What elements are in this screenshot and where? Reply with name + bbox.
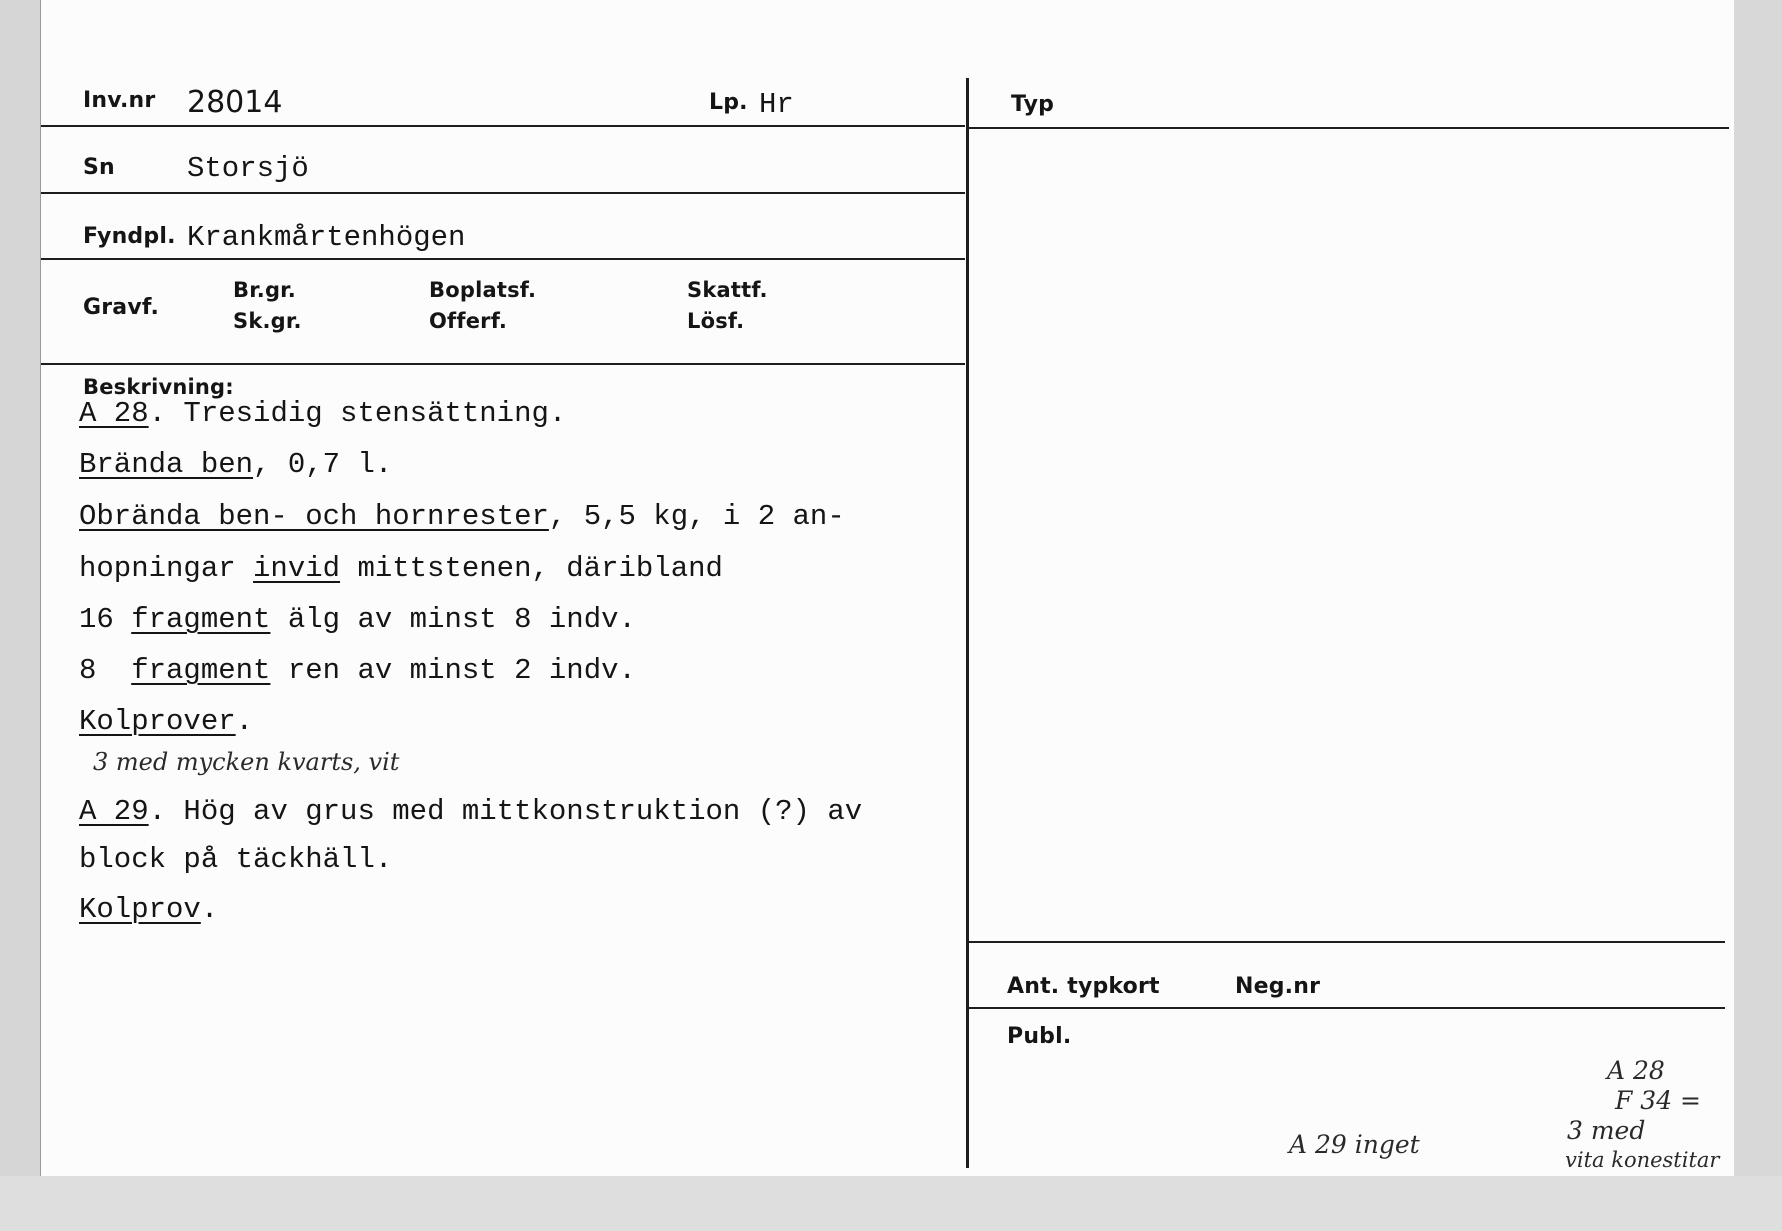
- ant-typkort-label: Ant. typkort: [1007, 974, 1160, 999]
- gravf-label: Gravf.: [83, 295, 160, 320]
- sn-label: Sn: [83, 155, 115, 180]
- fyndpl-label: Fyndpl.: [83, 224, 176, 249]
- inv-nr-value: 28014: [187, 85, 283, 120]
- desc-8: 8: [79, 654, 132, 687]
- boplatsf-label: Boplatsf.: [429, 278, 537, 302]
- rule-fyndpl: [41, 258, 965, 260]
- desc-line-9: [79, 843, 392, 877]
- desc-line-1: [79, 397, 566, 431]
- scan-edge-right: [1734, 0, 1782, 1231]
- desc-line-7: [79, 705, 253, 739]
- lp-label: Lp.: [709, 90, 748, 115]
- desc-kolprover-dot: .: [235, 705, 254, 738]
- inv-nr-label: Inv.nr: [83, 88, 156, 113]
- catalog-card: [40, 0, 1735, 1177]
- desc-kolprov: Kolprov: [79, 893, 201, 926]
- desc-alg-text: älg av minst 8 indv.: [270, 603, 636, 636]
- desc-ren-text: ren av minst 2 indv.: [270, 654, 636, 687]
- rule-ant-top: [969, 941, 1725, 943]
- desc-16: 16: [79, 603, 132, 636]
- margin-note-a29: A 29 inget: [1289, 1130, 1420, 1159]
- rule-sn: [41, 192, 965, 194]
- desc-fragment-alg: fragment: [131, 603, 271, 636]
- typ-label: Typ: [1011, 92, 1055, 117]
- rule-typ: [969, 127, 1729, 129]
- publ-label: Publ.: [1007, 1024, 1072, 1049]
- desc-kolprov-dot: .: [200, 893, 219, 926]
- desc-fragment-ren: fragment: [131, 654, 271, 687]
- skattf-label: Skattf.: [687, 278, 768, 302]
- desc-mittstenen: mittstenen, däribland: [340, 552, 723, 585]
- neg-nr-label: Neg.nr: [1235, 974, 1321, 999]
- margin-note-vita: vita konestitar: [1565, 1148, 1720, 1172]
- offerf-label: Offerf.: [429, 309, 508, 333]
- scan-edge-bottom: [0, 1176, 1782, 1231]
- desc-a28-text: . Tresidig stensättning.: [148, 397, 567, 430]
- desc-a29: A 29: [79, 795, 149, 828]
- desc-branda-ben: Brända ben: [79, 448, 254, 481]
- margin-note-a28: A 28: [1607, 1056, 1665, 1085]
- desc-hopningar: hopningar: [79, 552, 254, 585]
- desc-line-2: [79, 448, 392, 482]
- rule-gravf: [41, 363, 965, 365]
- desc-obranda: Obrända ben- och hornrester: [79, 500, 549, 533]
- margin-note-sed: 3 med: [1567, 1116, 1646, 1145]
- column-divider: [966, 78, 969, 1168]
- desc-line-4: [79, 552, 723, 586]
- desc-obranda-text: , 5,5 kg, i 2 an-: [548, 500, 845, 533]
- lp-value: Hr: [759, 88, 794, 121]
- margin-note-f34: F 34 =: [1615, 1086, 1701, 1115]
- desc-a29-text: . Hög av grus med mittkonstruktion (?) av: [148, 795, 863, 828]
- desc-block: block på täckhäll.: [79, 843, 393, 876]
- fyndpl-value: Krankmårtenhögen: [187, 221, 466, 254]
- rule-inv: [41, 125, 965, 127]
- desc-branda-ben-text: , 0,7 l.: [253, 448, 393, 481]
- rule-ant-bottom: [969, 1007, 1725, 1009]
- desc-invid: invid: [253, 552, 341, 585]
- sk-gr-label: Sk.gr.: [233, 309, 302, 333]
- beskrivning-label: Beskrivning:: [83, 375, 234, 399]
- desc-line-6: [79, 654, 636, 688]
- br-gr-label: Br.gr.: [233, 278, 296, 302]
- losf-label: Lösf.: [687, 309, 745, 333]
- handwritten-note-kvarts: 3 med mycken kvarts, vit: [93, 748, 400, 776]
- desc-line-8: [79, 795, 862, 829]
- desc-kolprover: Kolprover: [79, 705, 236, 738]
- sn-value: Storsjö: [187, 152, 309, 185]
- desc-line-3: [79, 500, 845, 534]
- desc-a28: A 28: [79, 397, 149, 430]
- desc-line-10: [79, 893, 218, 927]
- desc-line-5: [79, 603, 636, 637]
